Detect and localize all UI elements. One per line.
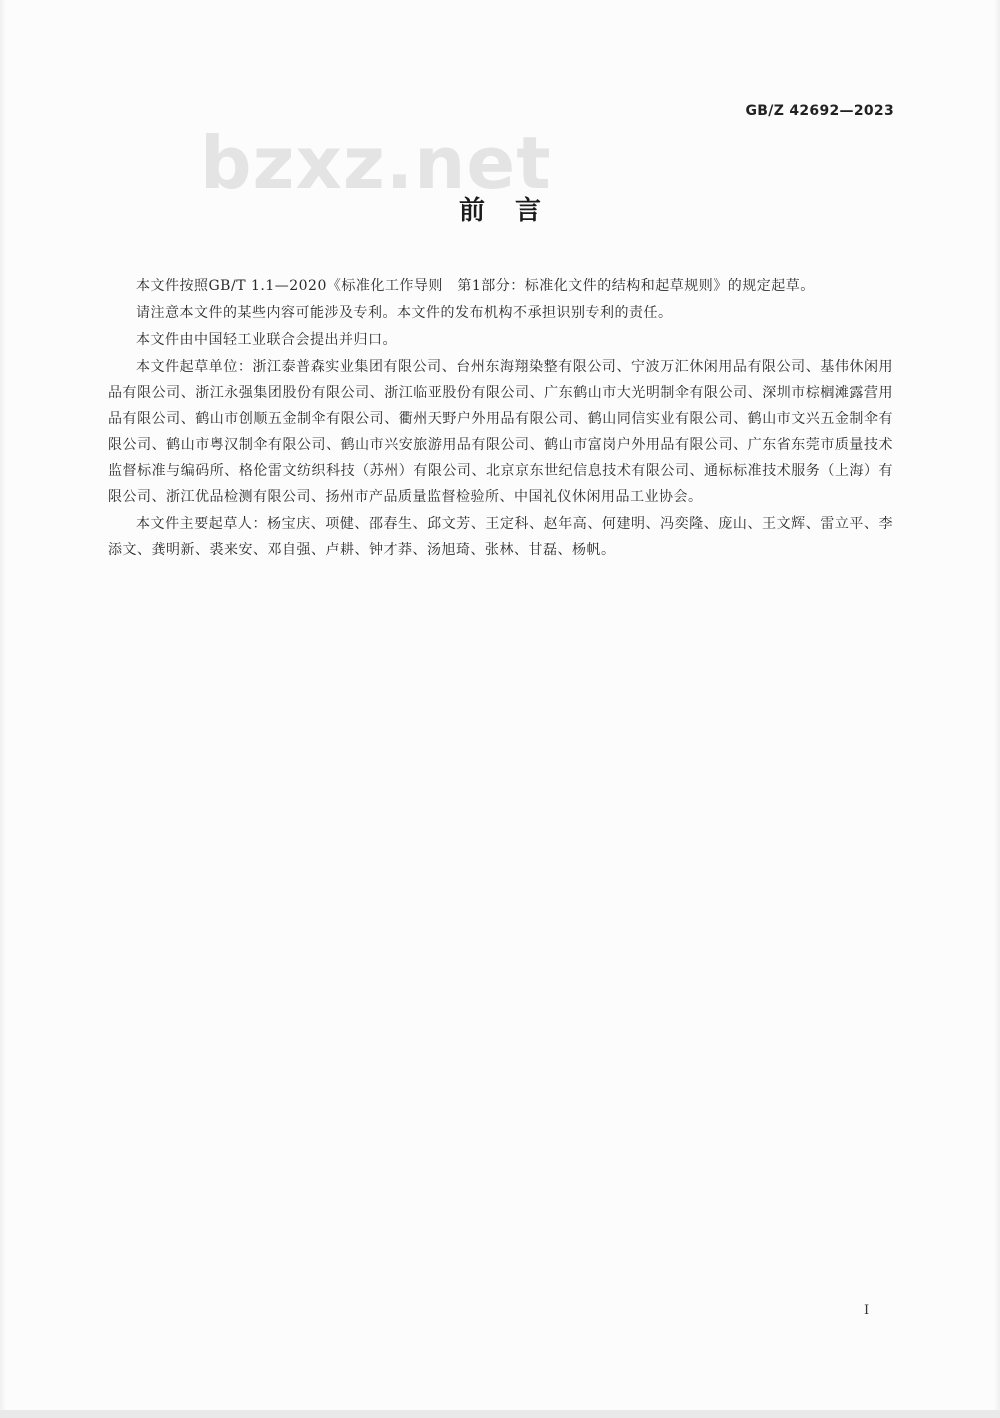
page-number: I	[864, 1303, 870, 1318]
paragraph-patent-notice: 请注意本文件的某些内容可能涉及专利。本文件的发布机构不承担识别专利的责任。	[136, 305, 673, 321]
page-bottom-edge	[0, 1410, 1000, 1418]
paragraph-proposer: 本文件由中国轻工业联合会提出并归口。	[136, 332, 397, 348]
page-title: 前言	[458, 196, 571, 226]
paragraph-drafting-rules: 本文件按照GB/T 1.1—2020《标准化工作导则 第1部分：标准化文件的结构和起草规则》的规定起草。	[136, 278, 815, 294]
preface-body	[108, 273, 893, 564]
watermark: bzxz.net	[200, 121, 552, 205]
paragraph-drafters: 本文件主要起草人：杨宝庆、项健、邵春生、邱文芳、王定科、赵年高、何建明、冯奕隆、庞山、王文辉、雷立平、李添文、龚明新、裘来安、邓自强、卢耕、钟才莽、汤旭琦、张林、甘磊、杨帆。	[108, 516, 893, 558]
paragraph-drafting-units: 本文件起草单位：浙江泰普森实业集团有限公司、台州东海翔染整有限公司、宁波万汇休闲用品有限公司、基伟休闲用品有限公司、浙江永强集团股份有限公司、浙江临亚股份有限公司、广东鹤山市大光明制伞有限公司、深圳市棕榈滩露营用品有限公司、鹤山市创顺五金制伞有限公司、衢州天野户外用品有限公司、鹤山同信实业有限公司、鹤山市文兴五金制伞有限公司、鹤山市粤汉制伞有限公司、鹤山市兴安旅游用品有限公司、鹤山市富岗户外用品有限公司、广东省东莞市质量技术监督标准与编码所、格伦雷文纺织科技（苏州）有限公司、北京京东世纪信息技术有限公司、通标标准技术服务（上海）有限公司、浙江优品检测有限公司、扬州市产品质量监督检验所、中国礼仪休闲用品工业协会。	[108, 359, 893, 505]
document-code: GB/Z 42692—2023	[745, 103, 894, 119]
